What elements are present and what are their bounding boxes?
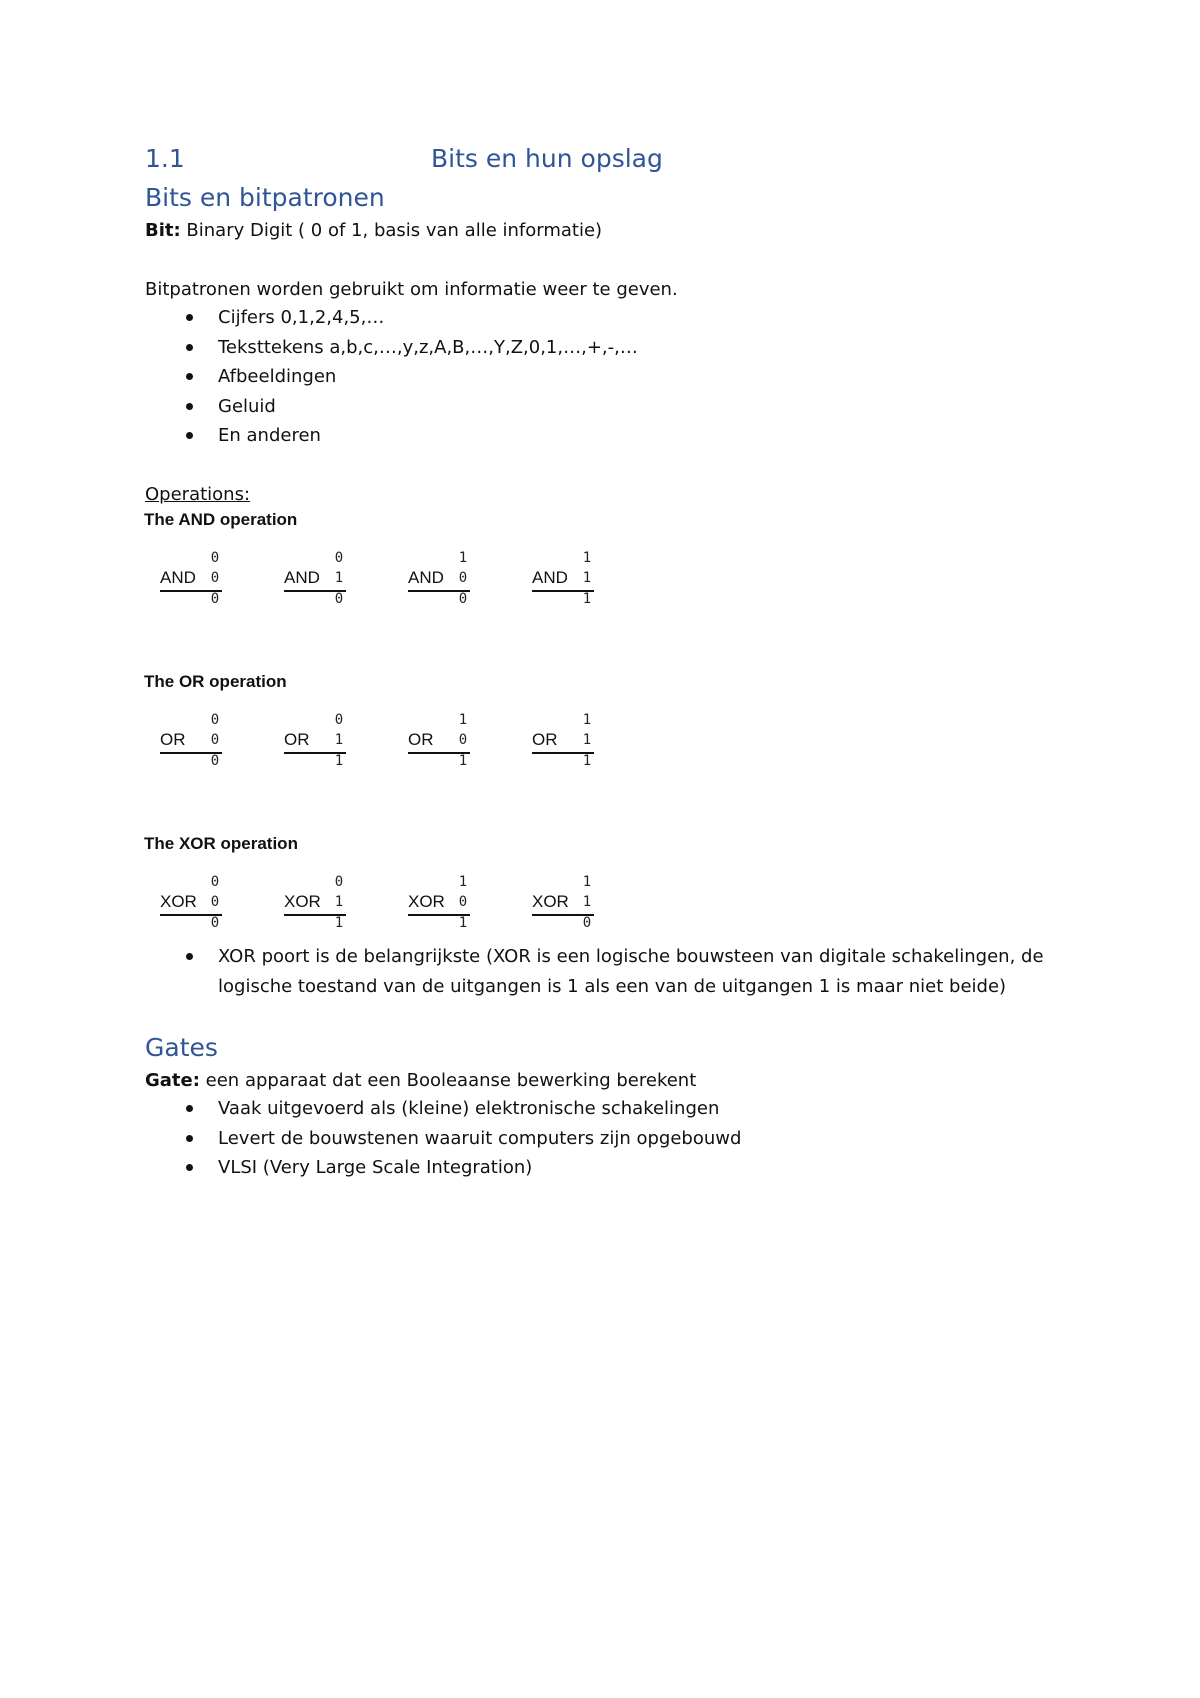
list-item: Cijfers 0,1,2,4,5,… [145, 303, 638, 333]
and-op-1-0: 1 AND 0 0 [408, 550, 470, 608]
bullet-icon [186, 373, 193, 380]
section-title-gates: Gates [145, 1033, 218, 1062]
or-op-0-1: 0 OR 1 1 [284, 712, 346, 770]
and-operation-table [160, 550, 680, 610]
operations-label: Operations: [145, 484, 251, 505]
bullet-icon [186, 1105, 193, 1112]
or-operation-title: The OR operation [144, 672, 287, 691]
list-item: Levert de bouwstenen waaruit computers zijn opgebouwd [145, 1124, 741, 1154]
list-item: Geluid [145, 392, 638, 422]
chapter-heading [145, 144, 705, 180]
xor-op-0-1: 0 XOR 1 1 [284, 874, 346, 932]
bit-definition [145, 218, 602, 244]
list-item: En anderen [145, 421, 638, 451]
chapter-title: Bits en hun opslag [431, 144, 663, 173]
or-op-1-0: 1 OR 0 1 [408, 712, 470, 770]
bullet-icon [186, 432, 193, 439]
bitpatterns-intro: Bitpatronen worden gebruikt om informatie weer te geven. [145, 279, 678, 300]
list-item: Teksttekens a,b,c,…,y,z,A,B,…,Y,Z,0,1,…,+,-,… [145, 333, 638, 363]
section-title-bits: Bits en bitpatronen [145, 183, 385, 212]
list-item: Afbeeldingen [145, 362, 638, 392]
gate-text: een apparaat dat een Booleaanse bewerking berekent [199, 1070, 697, 1091]
gate-definition [145, 1068, 696, 1094]
chapter-number: 1.1 [145, 144, 185, 173]
gate-label: Gate: [145, 1070, 200, 1091]
xor-op-1-0: 1 XOR 0 1 [408, 874, 470, 932]
xor-op-1-1: 1 XOR 1 0 [532, 874, 594, 932]
or-operation-table [160, 712, 680, 772]
xor-operation-table [160, 874, 680, 934]
bullet-icon [186, 953, 193, 960]
bit-text: Binary Digit ( 0 of 1, basis van alle informatie) [180, 220, 603, 241]
list-item: XOR poort is de belangrijkste (XOR is een logische bouwsteen van digitale schakelingen, de logische toestand van de uitgangen is 1 als een van de uitgangen 1 is maar niet beide) [145, 942, 1044, 1001]
and-operation-title: The AND operation [144, 510, 298, 529]
xor-note-list [145, 942, 1044, 1001]
list-item: Vaak uitgevoerd als (kleine) elektronische schakelingen [145, 1094, 741, 1124]
bullet-icon [186, 403, 193, 410]
gates-list [145, 1094, 741, 1183]
bullet-icon [186, 1135, 193, 1142]
bit-label: Bit: [145, 220, 181, 241]
and-op-0-0: 0 AND 0 0 [160, 550, 222, 608]
bullet-icon [186, 344, 193, 351]
or-op-0-0: 0 OR 0 0 [160, 712, 222, 770]
bitpatterns-list [145, 303, 638, 451]
xor-op-0-0: 0 XOR 0 0 [160, 874, 222, 932]
xor-operation-title: The XOR operation [144, 834, 298, 853]
and-op-1-1: 1 AND 1 1 [532, 550, 594, 608]
or-op-1-1: 1 OR 1 1 [532, 712, 594, 770]
bullet-icon [186, 1164, 193, 1171]
and-op-0-1: 0 AND 1 0 [284, 550, 346, 608]
bullet-icon [186, 314, 193, 321]
list-item: VLSI (Very Large Scale Integration) [145, 1153, 741, 1183]
